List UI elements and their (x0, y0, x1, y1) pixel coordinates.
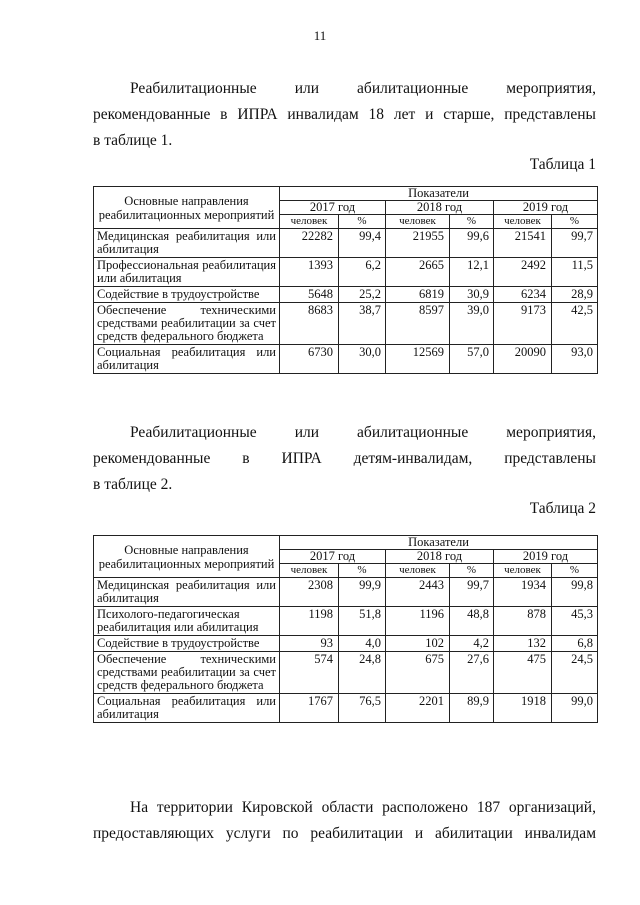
cell-percent: 24,5 (552, 652, 598, 694)
header-indicators: Показатели (280, 536, 598, 550)
cell-people: 2443 (386, 578, 450, 607)
header-percent: % (552, 215, 598, 229)
cell-people: 93 (280, 636, 339, 652)
header-people: человек (494, 215, 552, 229)
table-row (94, 287, 598, 303)
paragraph-word: рекомендованные (93, 450, 211, 467)
header-people: человек (494, 564, 552, 578)
header-year: 2017 год (280, 550, 386, 564)
paragraph-line (93, 76, 596, 102)
table-1-caption: Таблица 1 (529, 156, 596, 173)
row-label: Социальная реабилитация или абилитация (94, 345, 280, 374)
table-2-caption: Таблица 2 (529, 500, 596, 517)
paragraph-word: в таблице 2. (93, 476, 173, 493)
header-percent: % (552, 564, 598, 578)
header-percent: % (450, 564, 494, 578)
paragraph-word: в таблице 1. (93, 132, 173, 149)
row-label: Медицинская реабилитация или абилитация (94, 229, 280, 258)
paragraph-word: На (130, 799, 149, 816)
cell-percent: 93,0 (552, 345, 598, 374)
paragraph-word: или (294, 80, 320, 97)
paragraph-word: инвалидам (524, 825, 596, 842)
cell-people: 22282 (280, 229, 339, 258)
paragraph-line (93, 102, 596, 128)
cell-people: 6234 (494, 287, 552, 303)
paragraph-word: или (294, 424, 320, 441)
paragraph-word: Кировской (241, 799, 313, 816)
paragraph-word: по (282, 825, 299, 842)
cell-people: 675 (386, 652, 450, 694)
cell-people: 20090 (494, 345, 552, 374)
row-label: Содействие в трудоустройстве (94, 287, 280, 303)
paragraph-word: мероприятия, (506, 424, 596, 441)
cell-percent: 12,1 (450, 258, 494, 287)
paragraph-word: ИПРА (237, 106, 278, 123)
paragraph-word: представлены (504, 106, 596, 123)
paragraph-word: расположено (382, 799, 469, 816)
paragraph-word: территории (156, 799, 233, 816)
table-2 (93, 535, 598, 723)
row-label: Обеспечение техническими средствами реабилитации за счет средств федерального бюджета (94, 652, 280, 694)
cell-people: 2201 (386, 694, 450, 723)
cell-percent: 99,6 (450, 229, 494, 258)
paragraph-word: представлены (504, 450, 596, 467)
cell-people: 1196 (386, 607, 450, 636)
paragraph-word: ИПРА (281, 450, 322, 467)
paragraph-organizations (93, 795, 596, 847)
cell-people: 475 (494, 652, 552, 694)
paragraph-word: 18 (368, 106, 385, 123)
cell-percent: 99,8 (552, 578, 598, 607)
paragraph-word: мероприятия, (506, 80, 596, 97)
cell-percent: 76,5 (339, 694, 386, 723)
header-percent: % (450, 215, 494, 229)
paragraph-word: детям-инвалидам, (353, 450, 473, 467)
cell-percent: 48,8 (450, 607, 494, 636)
cell-percent: 38,7 (339, 303, 386, 345)
row-label: Содействие в трудоустройстве (94, 636, 280, 652)
paragraph-word: в (242, 450, 250, 467)
cell-percent: 99,9 (339, 578, 386, 607)
cell-people: 1918 (494, 694, 552, 723)
cell-people: 1393 (280, 258, 339, 287)
header-indicators: Показатели (280, 187, 598, 201)
cell-percent: 6,8 (552, 636, 598, 652)
table-row (94, 345, 598, 374)
cell-people: 2665 (386, 258, 450, 287)
row-label: Медицинская реабилитация или абилитация (94, 578, 280, 607)
cell-people: 1934 (494, 578, 552, 607)
cell-percent: 45,3 (552, 607, 598, 636)
cell-people: 6730 (280, 345, 339, 374)
cell-percent: 89,9 (450, 694, 494, 723)
row-label: Социальная реабилитация или абилитация (94, 694, 280, 723)
paragraph-word: Реабилитационные (130, 80, 257, 97)
paragraph-word: рекомендованные (93, 106, 211, 123)
paragraph-word: абилитации (435, 825, 513, 842)
paragraph-adults (93, 76, 596, 154)
table-row (94, 652, 598, 694)
cell-percent: 27,6 (450, 652, 494, 694)
table-row (94, 607, 598, 636)
cell-percent: 42,5 (552, 303, 598, 345)
cell-people: 21955 (386, 229, 450, 258)
header-people: человек (280, 215, 339, 229)
cell-people: 1198 (280, 607, 339, 636)
table-1 (93, 186, 598, 374)
page-number: 11 (313, 28, 327, 43)
cell-percent: 25,2 (339, 287, 386, 303)
paragraph-word: Реабилитационные (130, 424, 257, 441)
header-people: человек (386, 215, 450, 229)
paragraph-children (93, 420, 596, 498)
header-people: человек (386, 564, 450, 578)
cell-people: 1767 (280, 694, 339, 723)
cell-people: 9173 (494, 303, 552, 345)
cell-people: 5648 (280, 287, 339, 303)
header-directions: Основные направления реабилитационных мероприятий (94, 536, 280, 578)
row-label: Профессиональная реабилитация или абилитация (94, 258, 280, 287)
cell-percent: 4,2 (450, 636, 494, 652)
cell-people: 12569 (386, 345, 450, 374)
cell-percent: 4,0 (339, 636, 386, 652)
cell-people: 8683 (280, 303, 339, 345)
cell-percent: 99,7 (450, 578, 494, 607)
header-percent: % (339, 215, 386, 229)
header-year: 2017 год (280, 201, 386, 215)
paragraph-word: реабилитации (310, 825, 404, 842)
row-label: Обеспечение техническими средствами реабилитации за счет средств федерального бюджета (94, 303, 280, 345)
header-directions: Основные направления реабилитационных мероприятий (94, 187, 280, 229)
cell-percent: 6,2 (339, 258, 386, 287)
paragraph-line (93, 795, 596, 821)
table-row (94, 636, 598, 652)
cell-percent: 30,0 (339, 345, 386, 374)
paragraph-word: предоставляющих (93, 825, 215, 842)
cell-people: 6819 (386, 287, 450, 303)
paragraph-word: абилитационные (357, 424, 469, 441)
cell-percent: 39,0 (450, 303, 494, 345)
paragraph-word: абилитационные (357, 80, 469, 97)
header-year: 2019 год (494, 201, 598, 215)
paragraph-word: области (321, 799, 374, 816)
paragraph-line (93, 446, 596, 472)
table-row (94, 578, 598, 607)
paragraph-word: старше, (443, 106, 495, 123)
cell-people: 2492 (494, 258, 552, 287)
paragraph-word: и (414, 825, 424, 842)
header-percent: % (339, 564, 386, 578)
cell-percent: 11,5 (552, 258, 598, 287)
header-year: 2018 год (386, 201, 494, 215)
cell-percent: 24,8 (339, 652, 386, 694)
cell-people: 132 (494, 636, 552, 652)
paragraph-word: организаций, (508, 799, 596, 816)
header-year: 2018 год (386, 550, 494, 564)
cell-people: 574 (280, 652, 339, 694)
paragraph-line (93, 821, 596, 847)
paragraph-word: услуги (225, 825, 271, 842)
cell-people: 8597 (386, 303, 450, 345)
cell-percent: 99,0 (552, 694, 598, 723)
paragraph-word: инвалидам (287, 106, 359, 123)
cell-percent: 28,9 (552, 287, 598, 303)
header-year: 2019 год (494, 550, 598, 564)
table-row (94, 229, 598, 258)
cell-people: 2308 (280, 578, 339, 607)
paragraph-word: в (220, 106, 228, 123)
paragraph-line (93, 472, 596, 498)
paragraph-line (93, 128, 596, 154)
paragraph-word: 187 (476, 799, 501, 816)
header-people: человек (280, 564, 339, 578)
cell-percent: 99,7 (552, 229, 598, 258)
table-row (94, 303, 598, 345)
cell-people: 878 (494, 607, 552, 636)
table-row (94, 258, 598, 287)
cell-percent: 99,4 (339, 229, 386, 258)
cell-people: 102 (386, 636, 450, 652)
cell-percent: 51,8 (339, 607, 386, 636)
paragraph-word: лет (393, 106, 416, 123)
table-row (94, 694, 598, 723)
cell-percent: 30,9 (450, 287, 494, 303)
paragraph-word: и (425, 106, 434, 123)
paragraph-line (93, 420, 596, 446)
cell-people: 21541 (494, 229, 552, 258)
row-label: Психолого-педагогическая реабилитация или абилитация (94, 607, 280, 636)
cell-percent: 57,0 (450, 345, 494, 374)
